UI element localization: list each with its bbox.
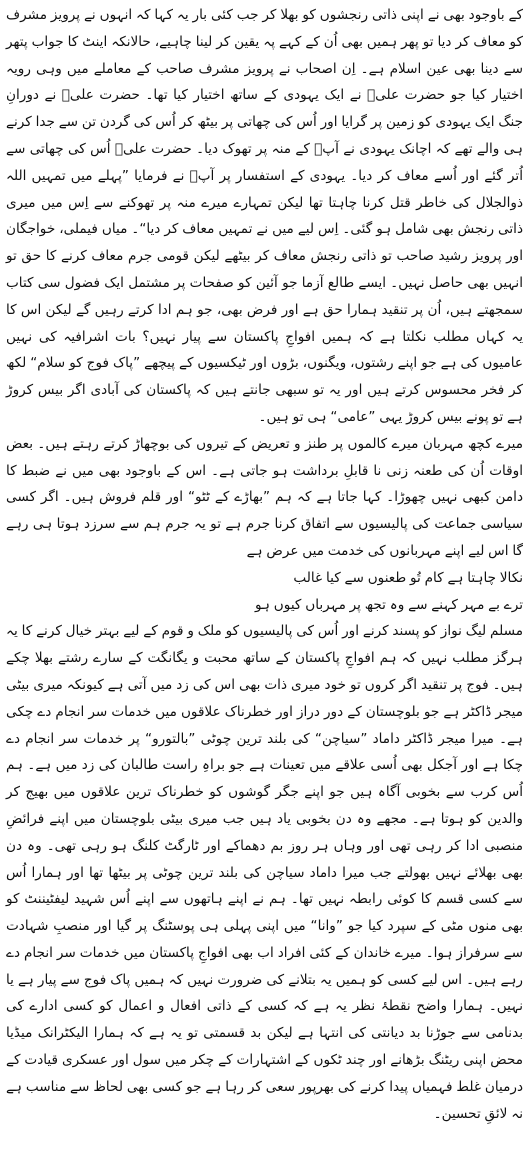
urdu-column-body — [6, 2, 523, 1127]
paragraph-1: کے باوجود بھی نے اپنی ذاتی رنجشوں کو بھلا کر جب کئی بار یہ کہا کہ انہوں نے پرویز مشرف کو معاف کر دیا تو پھر ہمیں بھی اُن کے کہے پہ یقین کر لینا چاہیے، حالانکہ اینٹ کا جواب پتھر سے دینا بھی عین اسلام ہے۔ اِن اصحاب نے پرویز مشرف صاحب کے معاملے میں وہی رویہ اختیار کیا جو حضرت علیؓ نے ایک یہودی کے ساتھ اختیار کیا تھا۔ حضرت علیؓ نے دورانِ جنگ ایک یہودی کو زمین پر گرایا اور اُس کی چھاتی پر بیٹھ کر اُس کی گردن تن سے جدا کرنے ہی والے تھے کہ اچانک یہودی نے آپؓ کے منہ پر تھوک دیا۔ حضرت علیؓ اُس کی چھاتی سے اُتر گئے اور اُسے معاف کر دیا۔ یہودی کے استفسار پر آپؓ نے فرمایا ”پہلے میں تمہیں اللہ ذوالجلال کی خاطر قتل کرنا چاہتا تھا لیکن تمہارے میرے منہ پر تھوکنے سے اِس میں میری ذاتی رنجش بھی شامل ہو گئی۔ اِس لیے میں نے تمہیں معاف کر دیا“۔ میاں فیملی، خواجگان اور پرویز رشید صاحب تو ذاتی رنجش معاف کر بیٹھے لیکن قومی جرم معاف کرنے کا حق تو انہیں بھی حاصل نہیں۔ ایسے طالع آزما جو آئین کو صفحات پر مشتمل ایک فضول سی کتاب سمجھتے ہیں، اُن پر تنقید ہمارا حق ہے اور فرض بھی، جو ہم ادا کرتے رہیں گے لیکن اس کا یہ کہاں مطلب نکلتا ہے کہ ہمیں افواجِ پاکستان سے پیار نہیں؟ بات اشرافیہ کی نہیں عامیوں کی ہے جو اپنے رشتوں، ویگنوں، بڑوں اور ٹیکسیوں کے پیچھے ”پاک فوج کو سلام“ لکھ کر فخر محسوس کرتے ہیں اور یہ تو سبھی جانتے ہیں کہ پاکستان کی آبادی اگر بیس کروڑ ہے تو پونے بیس کروڑ یہی ”عامی“ ہی تو ہیں۔ — [6, 7, 523, 425]
couplet-line-1: نکالا چاہتا ہے کام تُو طعنوں سے کیا غالب — [293, 569, 523, 586]
paragraph-2: میرے کچھ مہربان میرے کالموں پر طنز و تعریض کے تیروں کی بوچھاڑ کرتے رہتے ہیں۔ بعض اوقات اُن کی طعنہ زنی نا قابلِ برداشت ہو جاتی ہے۔ اس کے باوجود بھی میں نے ضبط کا دامن کبھی نہیں چھوڑا۔ کہا جاتا ہے کہ ہم ”بھاڑے کے ٹٹو“ اور قلم فروش ہیں۔ اگر کسی سیاسی جماعت کی پالیسیوں سے اتفاق کرنا جرم ہے تو یہ جرم ہم سے سرزد ہوتا ہی رہے گا اس لیے اپنے مہربانوں کی خدمت میں عرض ہے — [6, 435, 523, 559]
couplet-line-2: ترے بے مہر کہنے سے وہ تجھ پر مہرباں کیوں ہو — [255, 596, 523, 613]
ghalib-couplet — [6, 565, 523, 619]
paragraph-3: مسلم لیگ نواز کو پسند کرنے اور اُس کی پالیسیوں کو ملک و قوم کے لیے بہتر خیال کرنے کا یہ ہرگز مطلب نہیں کہ ہم افواجِ پاکستان کے ساتھ محبت و یگانگت کے سارے رشتے بھلا چکے ہیں۔ فوج پر تنقید اگر کروں تو خود میری ذات بھی اس کی زد میں آتی ہے کیونکہ میری بیٹی میجر ڈاکٹر ہے جو بلوچستان کے دور دراز اور خطرناک علاقوں میں خدمات سر انجام دے چکی ہے۔ میرا میجر ڈاکٹر داماد ”سیاچن“ کی بلند ترین چوٹی ”بالتورو“ پر خدمات سر انجام دے چکا ہے اور آجکل بھی اُسی علاقے میں تعینات ہے جو براہِ راست طالبان کی زد میں ہے۔ ہم اُس کرب سے بخوبی آگاہ ہیں جو اپنے جگر گوشوں کو خطرناک ترین علاقوں میں بھیج کر والدین کو ہوتا ہے۔ مجھے وہ دن بخوبی یاد ہیں جب میری بیٹی بلوچستان میں اپنے فرائضِ منصبی ادا کر رہی تھی اور وہاں ہر روز بم دھماکے اور ٹارگٹ کلنگ ہو رہی تھی۔ وہ دن بھی بھلائے نہیں بھولتے جب میرا داماد سیاچن کی بلند ترین چوٹی پر بیٹھا تھا اور ہمارا اُس سے کسی قسم کا کوئی رابطہ نہیں تھا۔ ہم نے اپنے ہاتھوں سے اپنے اُس شہید لیفٹیننٹ کو بھی منوں مٹی کے سپرد کیا جو ”وانا“ میں اپنی پہلی ہی پوسٹنگ پر گیا اور منصبِ شہادت سے سرفراز ہوا۔ میرے خاندان کے کئی افراد اب بھی افواجِ پاکستان میں خدمات سر انجام دے رہے ہیں۔ اس لیے کسی کو ہمیں یہ بتلانے کی ضرورت نہیں کہ ہمیں پاک فوج سے پیار ہے یا نہیں۔ ہمارا واضح نقطۂ نظر یہ ہے کہ کسی کے ذاتی افعال و اعمال کو کسی ادارے کی بدنامی سے جوڑنا بد دیانتی کی انتہا ہے لیکن بد قسمتی تو یہ ہے کہ ہمارا الیکٹرانک میڈیا محض اپنی ریٹنگ بڑھانے اور چند ٹکوں کے اشتہارات کے چکر میں سول اور عسکری قیادت کے درمیان غلط فہمیاں پیدا کرنے کی بھرپور سعی کر رہا ہے جو کسی بھی لحاظ سے مناسب ہے نہ لائقِ تحسین۔ — [6, 623, 523, 1122]
